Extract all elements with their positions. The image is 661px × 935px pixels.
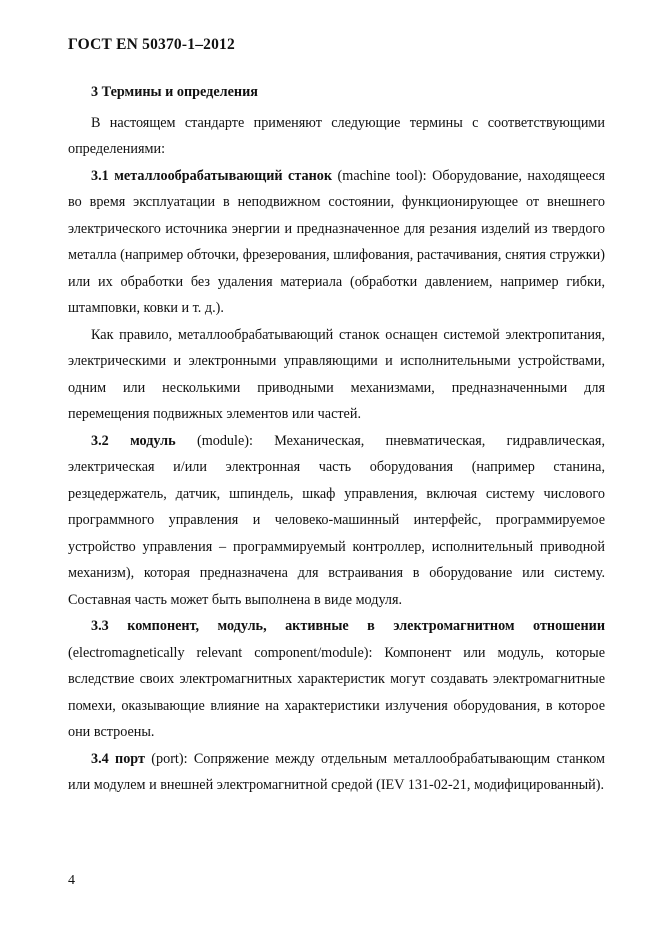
term-definition-3-1 <box>68 163 605 322</box>
section-title: 3 Термины и определения <box>91 84 258 100</box>
term-text: (module): Механическая, пневматическая, гидравлическая, электрическая и/или электронная часть оборудования (например станина, резцедержатель, датчик, шпиндель, шкаф управления, включая систему числового программного управления и человеко-машинный интерфейс, программируемое устройство управления – программируемый контроллер, исполнительный приводной механизм), которая предназначена для встраивания в оборудование или систему. Составная часть может быть выполнена в виде модуля. <box>68 432 605 608</box>
term-text: (machine tool): Оборудование, находящееся во время эксплуатации в неподвижном состоянии, функционирующее от внешнего электрического источника энергии и предназначенное для резания изделий из твердого металла (например обточки, фрезерования, шлифования, растачивания, снятия стружки) или их обработки без удаления материала (обработки давлением, например гибки, штамповки, ковки и т. д.). <box>68 167 605 316</box>
document-code-header: ГОСТ EN 50370-1–2012 <box>68 36 235 53</box>
term-definition-3-3 <box>68 613 605 746</box>
term-name: 3.2 модуль <box>91 432 176 449</box>
page-number: 4 <box>68 873 75 888</box>
term-name: 3.3 компонент, модуль, активные в электромагнитном отношении <box>91 618 605 634</box>
term-text: (port): Сопряжение между отдельным металлообрабатывающим станком или модулем и внешней электромагнитной средой (IEV 131-02-21, модифицированный). <box>68 750 605 793</box>
document-body <box>68 79 605 799</box>
intro-paragraph: В настоящем стандарте применяют следующие термины с соответствующими определениями: <box>68 114 605 157</box>
term-name: 3.1 металлообрабатывающий станок <box>91 167 333 184</box>
note-paragraph: Как правило, металлообрабатывающий станок оснащен системой электропитания, электрическими и электронными управляющими и исполнительными устройствами, одним или несколькими приводными механизмами, предназначенными для перемещения подвижных элементов или частей. <box>68 326 605 422</box>
term-name: 3.4 порт <box>91 750 145 767</box>
term-definition-3-2 <box>68 428 605 614</box>
term-text: (electromagnetically relevant component/module): Компонент или модуль, которые вследствие своих электромагнитных характеристик могут создавать электромагнитные помехи, оказывающие влияние на характеристики излучения оборудования, в которое они встроены. <box>68 644 605 740</box>
term-definition-3-4 <box>68 746 605 799</box>
